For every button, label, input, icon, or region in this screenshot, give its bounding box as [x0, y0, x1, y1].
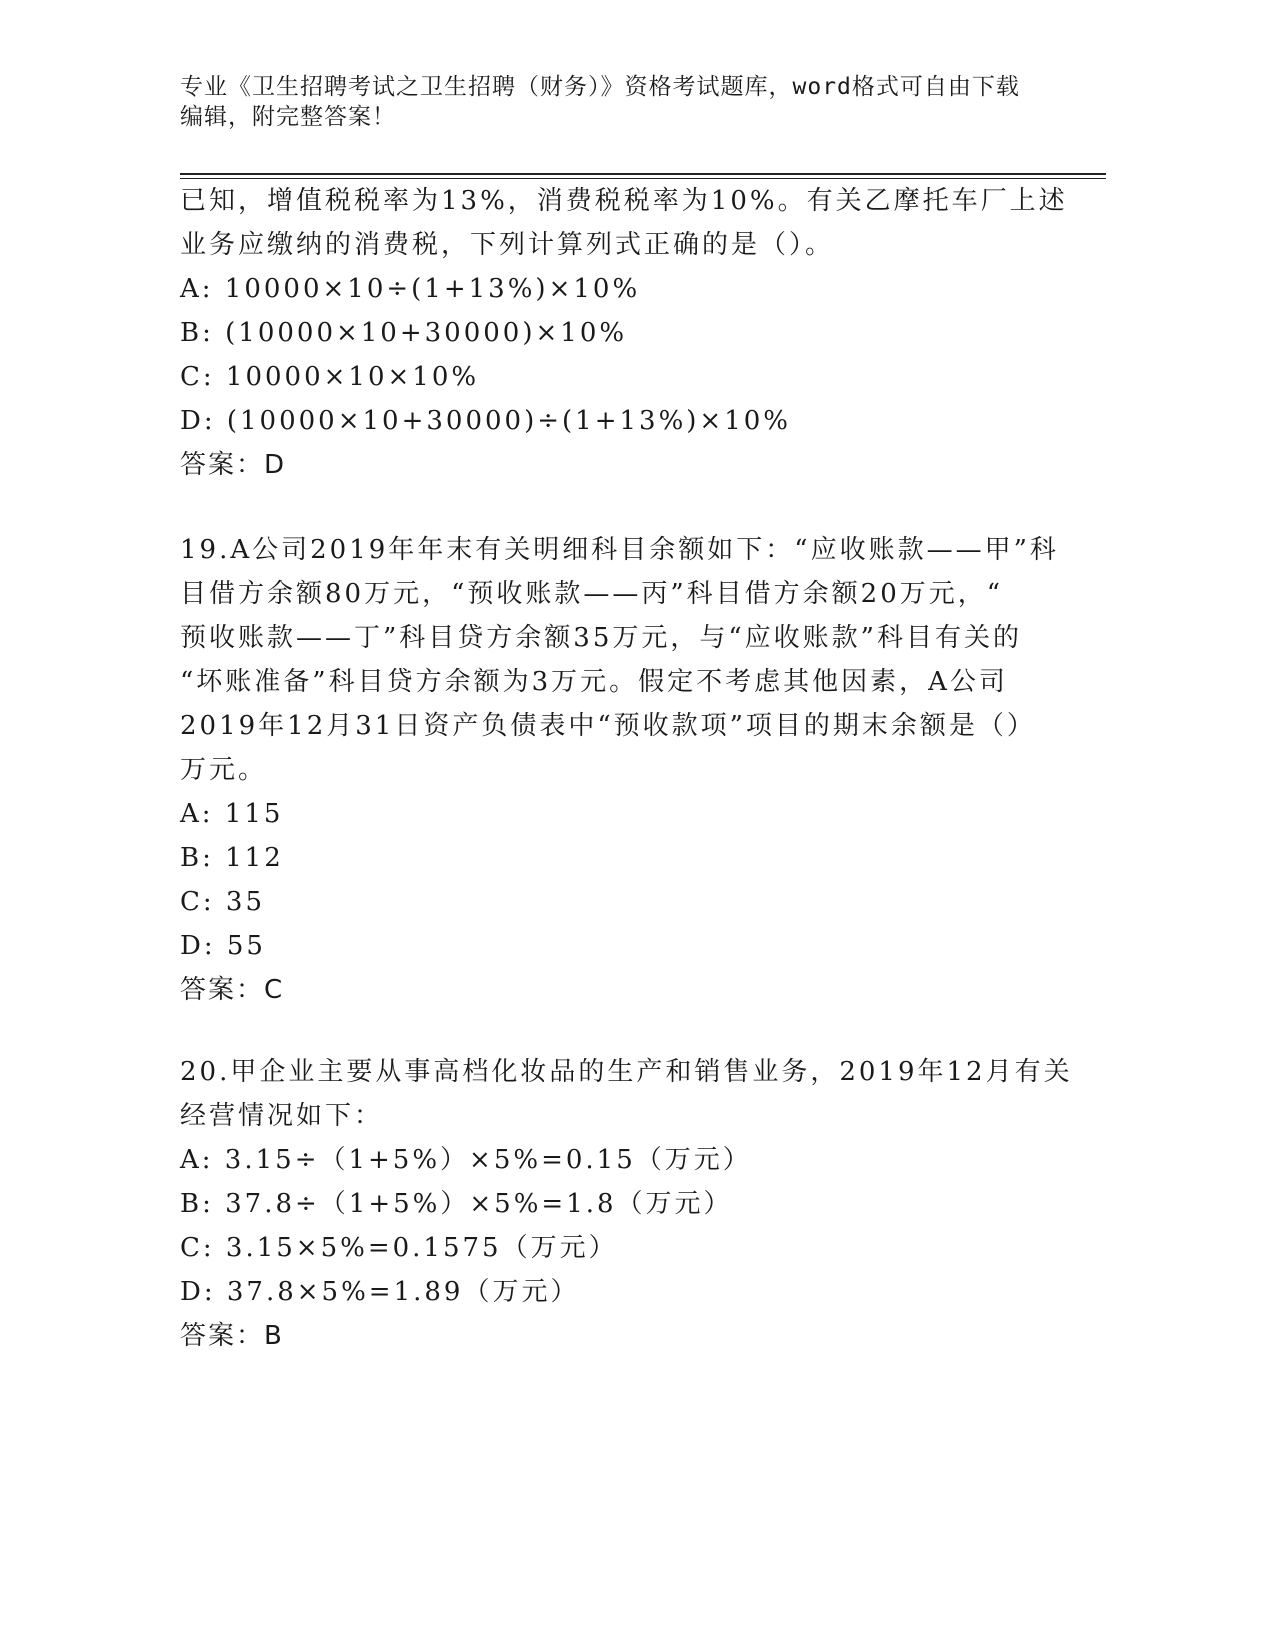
option-b: B: (10000×10+30000)×10%	[180, 318, 628, 348]
option-c: C: 10000×10×10%	[180, 362, 480, 392]
question-18	[180, 179, 1068, 487]
option-d: D: 55	[180, 931, 266, 961]
header-line-1: 专业《卫生招聘考试之卫生招聘（财务）》资格考试题库，word格式可自由下载	[180, 74, 1020, 100]
header-line-2: 编辑，附完整答案！	[180, 104, 396, 130]
option-a: A: 10000×10÷(1+13%)×10%	[180, 274, 641, 304]
answer-line: 答案：D	[180, 450, 287, 480]
answer-line: 答案：B	[180, 1321, 284, 1351]
question-stem-line: 19.A公司2019年年末有关明细科目余额如下：“应收账款——甲”科	[180, 535, 1059, 565]
header-rule-thick	[180, 173, 1106, 175]
question-stem-line: 2019年12月31日资产负债表中“预收款项”项目的期末余额是（）	[180, 711, 1036, 741]
option-d: D: 37.8×5%=1.89（万元）	[180, 1277, 580, 1307]
answer-line: 答案：C	[180, 975, 285, 1005]
option-b: B: 112	[180, 843, 284, 873]
option-a: A: 115	[180, 799, 284, 829]
question-stem-line: 目借方余额80万元，“预收账款——丙”科目借方余额20万元，“	[180, 579, 1004, 609]
document-header	[180, 72, 1040, 132]
question-stem-line: 业务应缴纳的消费税，下列计算列式正确的是（）。	[180, 230, 835, 260]
option-d: D: (10000×10+30000)÷(1+13%)×10%	[180, 406, 791, 436]
question-stem-line: 万元。	[180, 755, 268, 785]
option-a: A: 3.15÷（1+5%）×5%=0.15（万元）	[180, 1145, 752, 1175]
option-b: B: 37.8÷（1+5%）×5%=1.8（万元）	[180, 1189, 733, 1219]
question-20	[180, 1050, 1073, 1358]
question-stem-line: 经营情况如下：	[180, 1101, 384, 1131]
question-stem-line: 预收账款——丁”科目贷方余额35万元，与“应收账款”科目有关的	[180, 623, 1022, 653]
question-stem-line: “坏账准备”科目贷方余额为3万元。假定不考虑其他因素，A公司	[180, 667, 1008, 697]
question-stem-line: 20.甲企业主要从事高档化妆品的生产和销售业务，2019年12月有关	[180, 1057, 1073, 1087]
question-stem-line: 已知，增值税税率为13%，消费税税率为10%。有关乙摩托车厂上述	[180, 186, 1068, 216]
option-c: C: 3.15×5%=0.1575（万元）	[180, 1233, 618, 1263]
question-19	[180, 528, 1060, 1012]
option-c: C: 35	[180, 887, 266, 917]
